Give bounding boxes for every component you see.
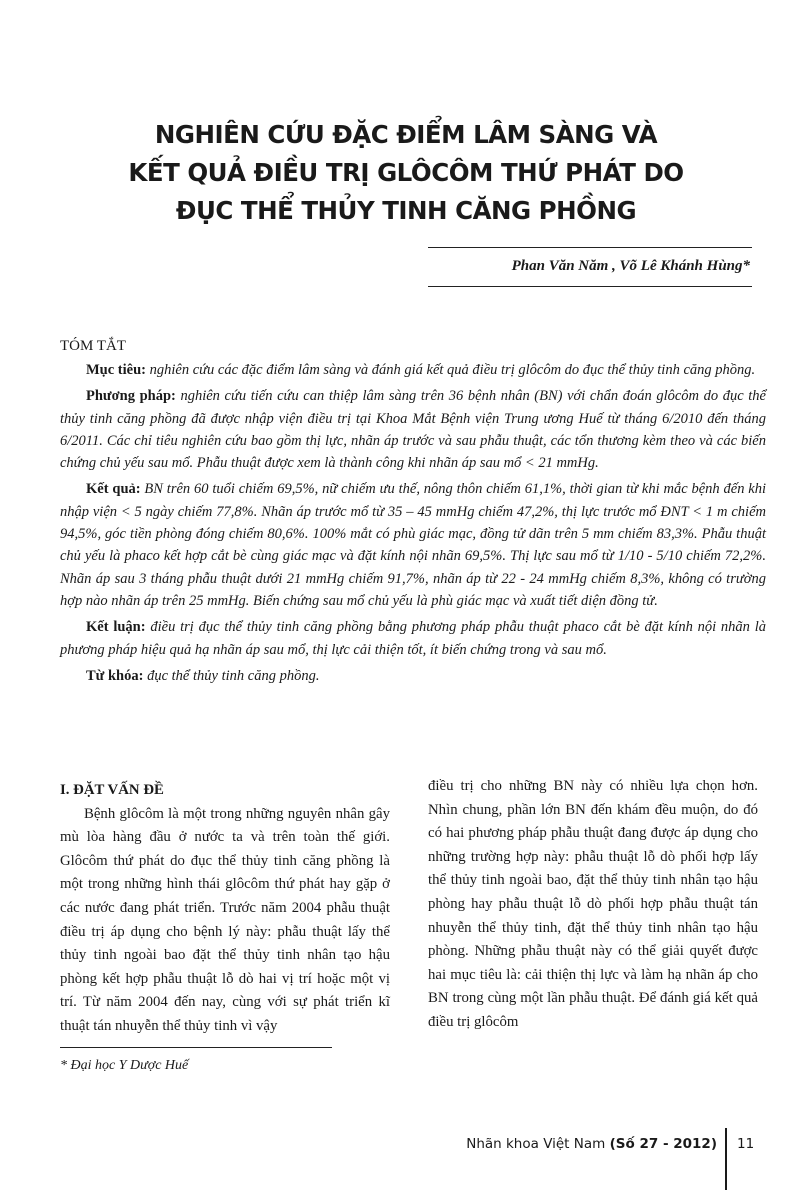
results-label: Kết quả: — [86, 481, 141, 498]
body-column-left — [60, 779, 390, 1039]
body-column-right — [428, 775, 758, 1035]
author-rule-top — [428, 247, 752, 248]
intro-paragraph-right: điều trị cho những BN này có nhiều lựa chọn hơn. Nhìn chung, phần lớn BN đến khám đều muộn, do đó có hai phương pháp phẫu thuật đang được áp dụng cho những trường hợp này: phẫu thuật lỗ dò phối hợp lấy thể thủy tinh ngoài bao, đặt thể thủy tinh nhân tạo hậu phòng hay phẫu thuật lỗ dò phối hợp phẫu thuật tán nhuyễn thể thủy tinh, đặt thể thủy tinh nhân tạo hậu phòng. Những phẫu thuật này có thể giải quyết được hai mục tiêu là: cải thiện thị lực và làm hạ nhãn áp cho BN trong cùng một lần phẫu thuật. Để đánh giá kết quả điều trị glôcôm — [428, 778, 758, 1030]
methods-text: nghiên cứu tiến cứu can thiệp lâm sàng trên 36 bệnh nhân (BN) với chẩn đoán glôcôm do đục thể thủy tinh căng phồng đã được nhập viện điều trị tại Khoa Mắt Bệnh viện Trung ương Huế từ tháng 6/2010 đến tháng 6/2011. Các chỉ tiêu nghiên cứu bao gồm thị lực, nhãn áp trước và sau phẫu thuật, các tổn thương kèm theo và các biến chứng chủ yếu sau mổ. Phẫu thuật được xem là thành công khi nhãn áp sau mổ < 21 mmHg. — [60, 388, 766, 472]
methods-label: Phương pháp: — [86, 388, 176, 405]
abstract-conclusion — [60, 616, 766, 661]
title-line-1: NGHIÊN CỨU ĐẶC ĐIỂM LÂM SÀNG VÀ — [154, 120, 658, 149]
article-title — [100, 116, 712, 230]
title-line-3: ĐỤC THỂ THỦY TINH CĂNG PHỒNG — [175, 196, 637, 225]
footer-divider — [725, 1128, 727, 1190]
title-line-2: KẾT QUẢ ĐIỀU TRỊ GLÔCÔM THỨ PHÁT DO — [128, 158, 684, 187]
abstract-results — [60, 478, 766, 612]
footnote-rule — [60, 1047, 332, 1048]
journal-name: Nhãn khoa Việt Nam — [466, 1136, 610, 1152]
results-text: BN trên 60 tuổi chiếm 69,5%, nữ chiếm ưu thế, nông thôn chiếm 61,1%, thời gian từ khi mắc bệnh đến khi nhập viện < 5 ngày chiếm 77,8%. Nhãn áp trước mổ từ 35 – 45 mmHg chiếm 47,2%, thị lực trước mổ ĐNT < 1 m chiếm 94,5%, góc tiền phòng đóng chiếm 80,6%. 100% mắt có phù giác mạc, đồng tử dãn trên 5 mm chiếm 83,3%. Phẫu thuật chủ yếu là phaco kết hợp cắt bè cùng giác mạc và đặt kính nội nhãn 69,5%. Thị lực sau mổ từ 1/10 - 5/10 chiếm 72,2%. Nhãn áp sau 3 tháng phẫu thuật dưới 21 mmHg chiếm 91,7%, nhãn áp từ 22 - 24 mmHg chiếm 8,3%, không có trường hợp nào nhãn áp trên 25 mmHg. Biến chứng sau mổ chủ yếu là phù giác mạc và xuất tiết diện đồng tử. — [60, 481, 766, 609]
abstract-methods — [60, 385, 766, 474]
abstract — [60, 338, 766, 691]
objective-label: Mục tiêu: — [86, 362, 146, 378]
abstract-keywords — [60, 665, 766, 687]
page-number: 11 — [737, 1136, 755, 1152]
keywords-label: Từ khóa: — [86, 667, 144, 684]
objective-text: nghiên cứu các đặc điểm lâm sàng và đánh giá kết quả điều trị glôcôm do đục thể thủy tinh căng phồng. — [146, 362, 756, 378]
keywords-text: đục thể thủy tinh căng phồng. — [143, 667, 320, 684]
authors: Phan Văn Năm , Võ Lê Khánh Hùng* — [511, 258, 750, 274]
abstract-objective — [60, 359, 766, 381]
journal-issue: (Số 27 - 2012) — [609, 1136, 717, 1152]
intro-paragraph-left: Bệnh glôcôm là một trong những nguyên nhân gây mù lòa hàng đầu ở nước ta và trên toàn thế giới. Glôcôm thứ phát do đục thể thủy tinh căng phồng là một trong những hình thái glôcôm thứ phát hay gặp ở các nước đang phát triển. Trước năm 2004 phẫu thuật điều trị áp dụng cho bệnh lý này: phẫu thuật lấy thể thủy tinh ngoài bao đặt thể thủy tinh nhân tạo hậu phòng kết hợp phẫu thuật lỗ dò hai vị trí hoặc một vị trí. Từ năm 2004 đến nay, cùng với sự phát triển kĩ thuật tán nhuyễn thể thủy tinh vì vậy — [60, 805, 390, 1034]
page-footer — [466, 1136, 717, 1152]
footnote: * Đại học Y Dược Huế — [60, 1058, 189, 1073]
author-rule-bottom — [428, 286, 752, 287]
conclusion-text: điều trị đục thể thủy tinh căng phồng bằng phương pháp phẫu thuật phaco cắt bè đặt kính nội nhãn là phương pháp hiệu quả hạ nhãn áp sau mổ, thị lực cải thiện tốt, ít biến chứng trong và sau mổ. — [60, 619, 766, 658]
abstract-heading: TÓM TẮT — [60, 338, 126, 354]
conclusion-label: Kết luận: — [86, 619, 146, 636]
section-heading: I. ĐẶT VẤN ĐỀ — [60, 782, 164, 798]
